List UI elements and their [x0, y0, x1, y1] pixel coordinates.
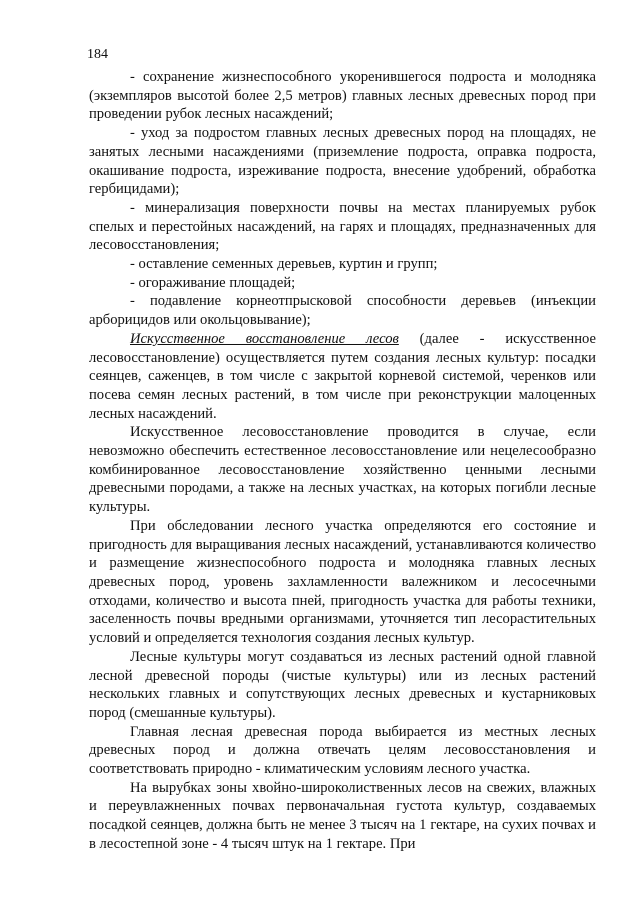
paragraph-artificial-conditions: Искусственное лесовосстановление проводится в случае, если невозможно обеспечить естественное лесовосстановление или нецелесообразно комбинированное лесовосстановление хозяйственно ценными лесными древесными породами, а также на лесных участках, на которых погибли лесные культуры.: [89, 424, 596, 516]
paragraph-seed-trees: - оставление семенных деревьев, куртин и групп;: [130, 256, 438, 273]
paragraph-artificial-restoration: [89, 330, 596, 424]
paragraph-soil-mineralization: - минерализация поверхности почвы на местах планируемых рубок спелых и перестойных насаждений, на гарях и площадях, предназначенных для лесовосстановления;: [89, 199, 596, 254]
paragraph-planting-density: На вырубках зоны хвойно-широколиственных лесов на свежих, влажных и переувлажненных почвах первоначальная густота культур, создаваемых посадкой сеянцев, должна быть не менее 3 тысяч на 1 гектаре, на сухих почвах и в лесостепной зоне - 4 тысяч штук на 1 гектаре. При: [89, 779, 596, 852]
body-text: [89, 68, 596, 854]
paragraph-root-suppression: - подавление корнеотпрысковой способности деревьев (инъекции арборицидов или окольцовывание);: [89, 293, 596, 329]
paragraph-undergrowth-care: - уход за подростом главных лесных древесных пород на площадях, не занятых лесными насаждениями (приземление подроста, оправка подроста, окашивание подроста, изреживание подроста, внесение удобрений, обработка гербицидами);: [89, 125, 596, 198]
paragraph-main-species: Главная лесная древесная порода выбирается из местных лесных древесных пород и должна отвечать целям лесовосстановления и соответствовать природно - климатическим условиям лесного участка.: [89, 723, 596, 778]
term-artificial-restoration: Искусственное восстановление лесов: [130, 330, 399, 347]
paragraph-artificial-restoration-text: (далее - искусственное лесовосстановление) осуществляется путем создания лесных культур: посадки сеянцев, саженцев, в том числе с закрытой корневой системой, черенков или посева семян лесных растений, в том числе при реконструкции малоценных лесных насаждений.: [89, 330, 596, 422]
paragraph-site-survey: При обследовании лесного участка определяются его состояние и пригодность для выращивания лесных насаждений, устанавливаются количество и размещение жизнеспособного подроста и молодняка главных лесных древесных пород, уровень захламленности валежником и лесосечными отходами, количество и высота пней, пригодность участка для работы техники, заселенность почвы вредными организмами, уточняется тип лесорастительных условий и определяется технология создания лесных культур.: [89, 517, 596, 647]
page-number: 184: [87, 47, 108, 62]
paragraph-fencing: - огораживание площадей;: [130, 274, 296, 291]
paragraph-preserve-undergrowth: - сохранение жизнеспособного укоренившегося подроста и молодняка (экземпляров высотой более 2,5 метров) главных лесных древесных пород при проведении рубок лесных насаждений;: [89, 69, 596, 123]
paragraph-culture-types: Лесные культуры могут создаваться из лесных растений одной главной лесной древесной породы (чистые культуры) или из лесных растений нескольких главных и сопутствующих лесных древесных и кустарниковых пород (смешанные культуры).: [89, 648, 596, 721]
